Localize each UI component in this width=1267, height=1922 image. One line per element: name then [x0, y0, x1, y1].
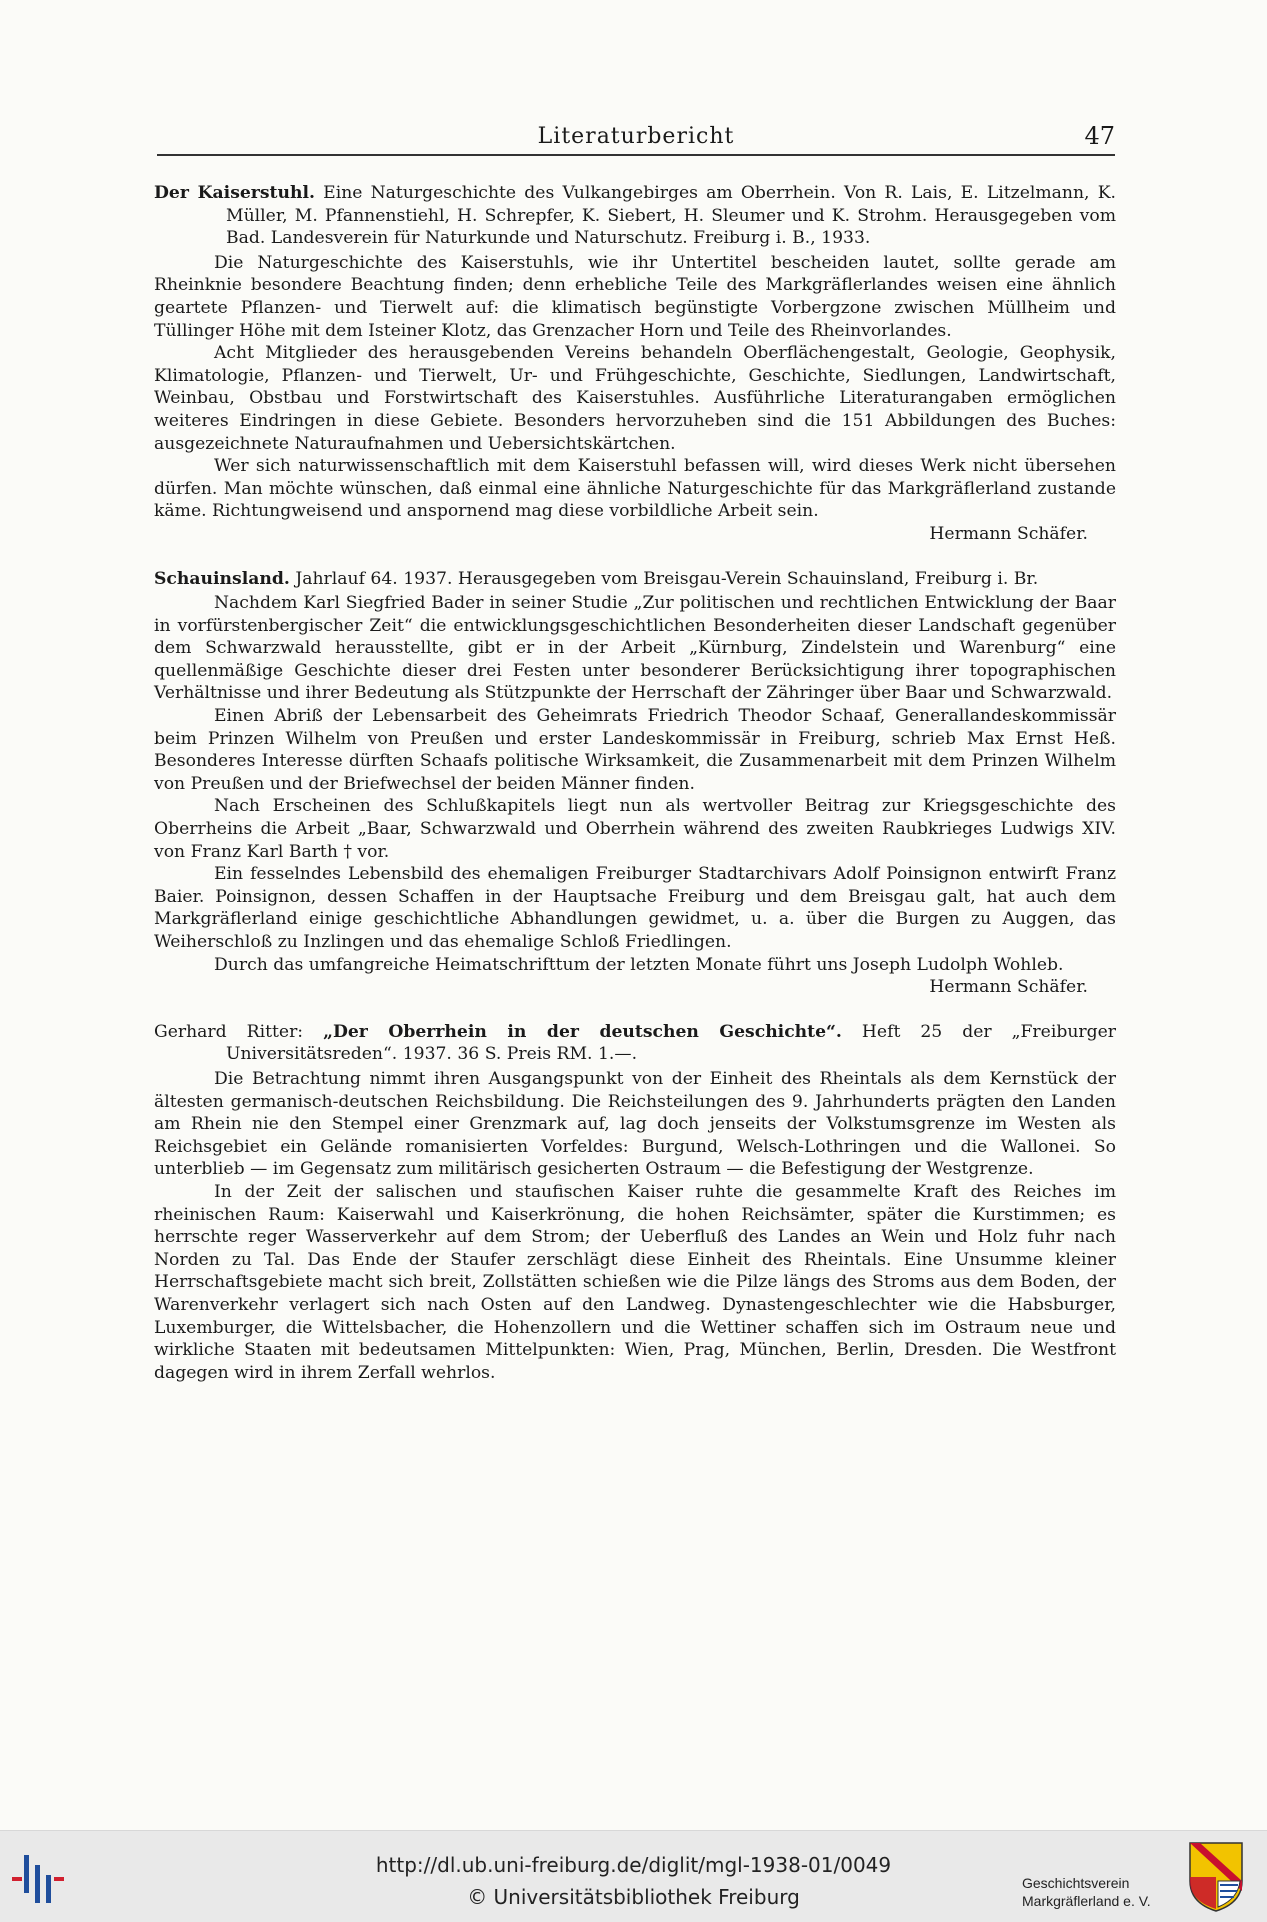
article-body — [154, 182, 1116, 1406]
viewer-footer — [0, 1830, 1267, 1922]
reviewer-signature: Hermann Schäfer. — [929, 977, 1088, 998]
paragraph: Die Betrachtung nimmt ihren Ausgangspunkt von der Einheit des Rheintals als dem Kernstück der ältesten germanisch-deutschen Reichsbildung. Die Reichsteilungen des 9. Jahrhunderts prägten den Landen am Rhein nie den Stempel einer Grenzmark auf, lag doch jenseits der Volkstumsgrenze im Westen als Reichsgebiet ein Gelände romanisierten Vorfeldes: Burgund, Welsch-Lothringen und die Wallonei. So unterblieb — im Gegensatz zum militärisch gesicherten Ostraum — die Befestigung der Westgrenze. — [154, 1068, 1116, 1180]
paragraph: Wer sich naturwissenschaftlich mit dem Kaiserstuhl befassen will, wird dieses Werk nicht übersehen dürfen. Man möchte wünschen, daß einmal eine ähnliche Naturgeschichte für das Markgräflerland zustande käme. Richtungweisend und anspornend mag diese vorbildliche Arbeit sein. — [154, 456, 1116, 522]
book-title: Schauinsland. — [154, 568, 290, 589]
document-url-link[interactable]: http://dl.ub.uni-freiburg.de/diglit/mgl-1938-01/0049 — [375, 1853, 892, 1877]
book-author: Gerhard Ritter: — [154, 1021, 324, 1042]
book-details: Jahrlauf 64. 1937. Herausgegeben vom Breisgau-Verein Schauinsland, Freiburg i. Br. — [289, 568, 1039, 589]
copyright-notice: © Universitätsbibliothek Freiburg — [467, 1885, 800, 1909]
paragraph: Nachdem Karl Siegfried Bader in seiner Studie „Zur politischen und rechtlichen Entwicklung der Baar in vorfürstenbergischer Zeit“ die entwicklungsgeschichtlichen Besonderheiten dieser Landschaft gegenüber dem Schwarzwald herausstellte, gibt er in der Arbeit „Kürnburg, Zindelstein und Warenburg“ eine quellenmäßige Geschichte dieser drei Festen unter besonderer Berücksichtigung ihrer topographischen Verhältnisse und ihrer Bedeutung als Stützpunkte der Herrschaft der Zähringer über Baar und Schwarzwald. — [154, 593, 1116, 704]
reviewer-signature: Hermann Schäfer. — [929, 523, 1088, 544]
society-name-line2: Markgräflerland e. V. — [1022, 1893, 1151, 1909]
paragraph: Ein fesselndes Lebensbild des ehemaligen Freiburger Stadtarchivars Adolf Poinsignon entwirft Franz Baier. Poinsignon, dessen Schaffen in der Hauptsache Freiburg und dem Breisgau galt, hat auch dem Markgräflerland einige geschichtliche Abhandlungen gewidmet, u. a. über die Burgen zu Auggen, das Weiherschloß zu Inzlingen und das ehemalige Schloß Friedlingen. — [154, 864, 1116, 952]
book-details: Heft 25 der „Freiburger Universitätsreden“. 1937. 36 S. Preis RM. 1.—. — [226, 1021, 1116, 1065]
review-entry-oberrhein — [154, 1021, 1116, 1385]
review-entry-kaiserstuhl — [154, 182, 1116, 546]
bibliographic-heading — [154, 1021, 1116, 1066]
book-title: „Der Oberrhein in der deutschen Geschichte“. — [323, 1021, 842, 1042]
society-name — [1022, 1874, 1151, 1910]
header-rule — [157, 154, 1115, 156]
running-title: Literaturbericht — [537, 124, 735, 149]
paragraph: Die Naturgeschichte des Kaiserstuhls, wie ihr Untertitel bescheiden lautet, sollte gerade am Rheinknie besondere Beachtung finden; denn erhebliche Teile des Markgräflerlandes weisen eine ähnlich geartete Pflanzen- und Tierwelt auf: die klimatisch begünstigte Vorbergzone zwischen Müllheim und Tüllinger Höhe mit dem Isteiner Klotz, das Grenzacher Horn und Teile des Rheinvorlandes. — [154, 252, 1116, 341]
coat-of-arms-icon — [1188, 1841, 1244, 1913]
paragraph: Nach Erscheinen des Schlußkapitels liegt nun als wertvoller Beitrag zur Kriegsgeschichte des Oberrheins die Arbeit „Baar, Schwarzwald und Oberrhein während des zweiten Raubkrieges Ludwigs XIV. von Franz Karl Barth † vor. — [154, 796, 1116, 862]
bibliographic-heading — [154, 182, 1116, 250]
review-entry-schauinsland — [154, 568, 1116, 999]
page-number: 47 — [1084, 122, 1115, 150]
paragraph: In der Zeit der salischen und staufischen Kaiser ruhte die gesammelte Kraft des Reiches im rheinischen Raum: Kaiserwahl und Kaiserkrönung, die hohen Reichsämter, später die Kurstimmen; es herrschte reger Wasserverkehr auf dem Strom; der Ueberfluß des Landes an Wein und Holz fuhr nach Norden zu Tal. Das Ende der Staufer zerschlägt diese Einheit des Rheintals. Eine Unsumme kleiner Herrschaftsgebiete macht sich breit, Zollstätten schießen wie die Pilze längs des Stroms aus dem Boden, der Warenverkehr verlagert sich nach Osten auf den Landweg. Dynastengeschlechter wie die Habsburger, Luxemburger, die Wittelsbacher, die Hohenzollern und die Wettiner schaffen sich im Ostraum neue und wirkliche Staaten mit bedeutsamen Mittelpunkten: Wien, Prag, München, Berlin, Dresden. Die Westfront dagegen wird in ihrem Zerfall wehrlos. — [154, 1181, 1116, 1383]
book-details: Eine Naturgeschichte des Vulkangebirges am Oberrhein. Von R. Lais, E. Litzelmann, K. Müller, M. Pfannenstiehl, H. Schrepfer, K. Siebert, H. Sleumer und K. Strohm. Herausgegeben vom Bad. Landesverein für Naturkunde und Naturschutz. Freiburg i. B., 1933. — [226, 183, 1116, 249]
book-title: Der Kaiserstuhl. — [154, 183, 315, 203]
paragraph: Einen Abriß der Lebensarbeit des Geheimrats Friedrich Theodor Schaaf, Generallandeskommissär beim Prinzen Wilhelm von Preußen und erster Landeskommissär in Freiburg, schrieb Max Ernst Heß. Besonderes Interesse dürften Schaafs politische Wirksamkeit, die Zusammenarbeit mit dem Prinzen Wilhelm von Preußen und der Briefwechsel der beiden Männer finden. — [154, 706, 1116, 794]
bibliographic-heading — [154, 568, 1116, 591]
society-name-line1: Geschichtsverein — [1022, 1875, 1130, 1891]
paragraph: Acht Mitglieder des herausgebenden Vereins behandeln Oberflächengestalt, Geologie, Geophysik, Klimatologie, Pflanzen- und Tierwelt, Ur- und Frühgeschichte, Geschichte, Siedlungen, Landwirtschaft, Weinbau, Obstbau und Forstwirtschaft des Kaiserstuhles. Ausführliche Literaturangaben ermöglichen weiteres Eindringen in diese Gebiete. Besonders hervorzuheben sind die 151 Abbildungen des Buches: ausgezeichnete Naturaufnahmen und Uebersichtskärtchen. — [154, 343, 1116, 454]
page-header — [157, 120, 1115, 156]
paragraph: Durch das umfangreiche Heimatschrifttum der letzten Monate führt uns Joseph Ludolph Wohleb. — [214, 954, 1064, 975]
